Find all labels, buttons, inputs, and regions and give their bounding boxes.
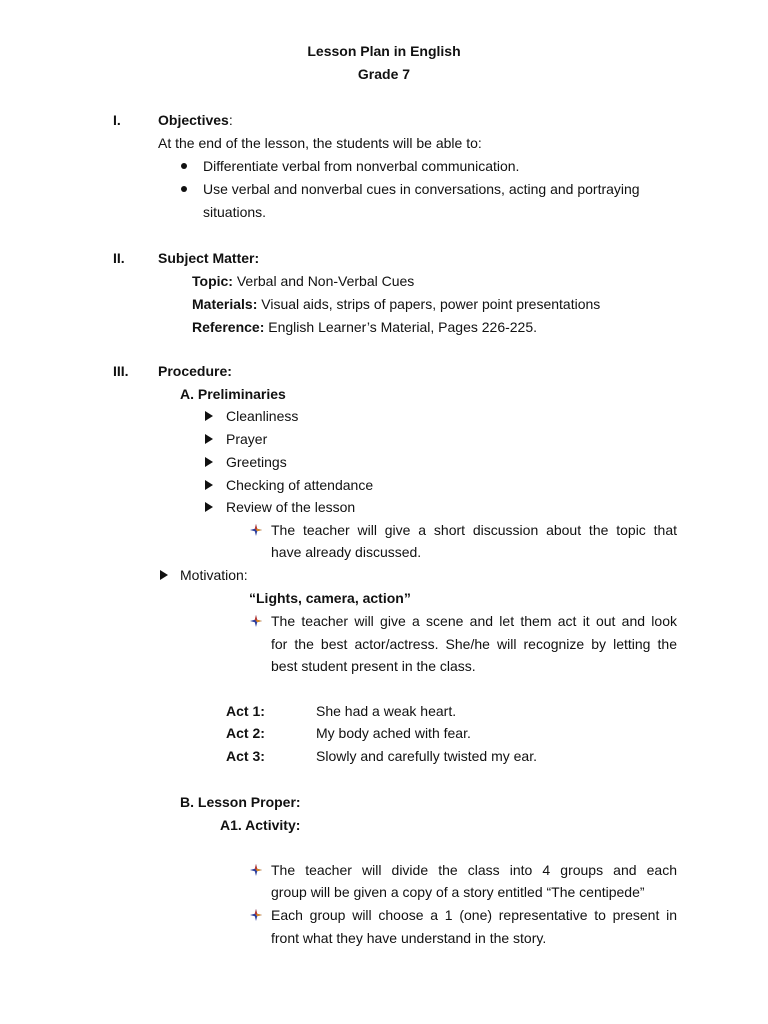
- preliminary-item-greetings: Greetings: [226, 454, 287, 470]
- motivation-title: “Lights, camera, action”: [249, 590, 411, 606]
- materials-line: [192, 295, 600, 313]
- objectives-intro: At the end of the lesson, the students will be able to:: [158, 135, 482, 151]
- reference-value: English Learner’s Material, Pages 226-225.: [264, 319, 538, 335]
- objective-item-1: Differentiate verbal from nonverbal communication.: [203, 158, 520, 174]
- review-description-line-2: have already discussed.: [271, 544, 422, 560]
- preliminaries-heading: A. Preliminaries: [180, 386, 286, 402]
- star-bullet-icon: [250, 615, 262, 627]
- arrowhead-bullet-icon: [205, 480, 213, 490]
- star-bullet-icon: [250, 864, 262, 876]
- act-1-text: She had a weak heart.: [316, 703, 457, 719]
- bullet-icon: [181, 186, 187, 192]
- act-3-label: Act 3:: [226, 748, 265, 764]
- materials-value: Visual aids, strips of papers, power point presentations: [257, 296, 601, 312]
- bullet-icon: [181, 163, 187, 169]
- lesson-proper-heading: B. Lesson Proper:: [180, 794, 301, 810]
- materials-label: Materials:: [192, 296, 258, 312]
- procedure-heading: Procedure:: [158, 363, 232, 379]
- motivation-label: Motivation:: [180, 567, 248, 583]
- act-2-text: My body ached with fear.: [316, 725, 471, 741]
- arrowhead-bullet-icon: [160, 570, 168, 580]
- section-numeral-2: II.: [113, 250, 125, 266]
- preliminary-item-cleanliness: Cleanliness: [226, 408, 299, 424]
- arrowhead-bullet-icon: [205, 411, 213, 421]
- topic-value: Verbal and Non-Verbal Cues: [232, 273, 415, 289]
- arrowhead-bullet-icon: [205, 502, 213, 512]
- reference-line: [192, 318, 537, 336]
- preliminary-item-prayer: Prayer: [226, 431, 268, 447]
- document-title: Lesson Plan in English: [307, 43, 461, 59]
- act-3-text: Slowly and carefully twisted my ear.: [316, 748, 537, 764]
- activity-heading: A1. Activity:: [220, 817, 301, 833]
- motivation-description-line-3: best student present in the class.: [271, 658, 476, 674]
- preliminary-item-attendance: Checking of attendance: [226, 477, 374, 493]
- document-subtitle-grade: Grade 7: [357, 66, 411, 82]
- section-numeral-1: I.: [113, 112, 121, 128]
- activity-description-line-2: group will be given a copy of a story entitled “The centipede”: [271, 884, 645, 900]
- objectives-heading-line: [158, 111, 233, 129]
- act-1-label: Act 1:: [226, 703, 265, 719]
- arrowhead-bullet-icon: [205, 457, 213, 467]
- star-bullet-icon: [250, 909, 262, 921]
- objective-item-2: Use verbal and nonverbal cues in conversations, acting and portraying: [203, 181, 640, 197]
- topic-line: [192, 272, 414, 290]
- reference-label: Reference:: [192, 319, 265, 335]
- objective-item-2-continued: situations.: [203, 204, 267, 220]
- objectives-colon: :: [228, 112, 233, 128]
- activity-description-line-1: The teacher will divide the class into 4 groups and each: [271, 862, 677, 878]
- subject-matter-heading: Subject Matter:: [158, 250, 260, 266]
- motivation-description-line-1: The teacher will give a scene and let them act it out and look: [271, 613, 677, 629]
- arrowhead-bullet-icon: [205, 434, 213, 444]
- preliminary-item-review: Review of the lesson: [226, 499, 356, 515]
- objectives-heading: Objectives: [158, 112, 229, 128]
- activity-description-line-3: Each group will choose a 1 (one) representative to present in: [271, 907, 677, 923]
- activity-description-line-4: front what they have understand in the story.: [271, 930, 547, 946]
- act-2-label: Act 2:: [226, 725, 265, 741]
- section-numeral-3: III.: [113, 363, 129, 379]
- review-description-line-1: The teacher will give a short discussion about the topic that: [271, 522, 677, 538]
- topic-label: Topic:: [192, 273, 233, 289]
- star-bullet-icon: [250, 524, 262, 536]
- motivation-description-line-2: for the best actor/actress. She/he will recognize by letting the: [271, 636, 677, 652]
